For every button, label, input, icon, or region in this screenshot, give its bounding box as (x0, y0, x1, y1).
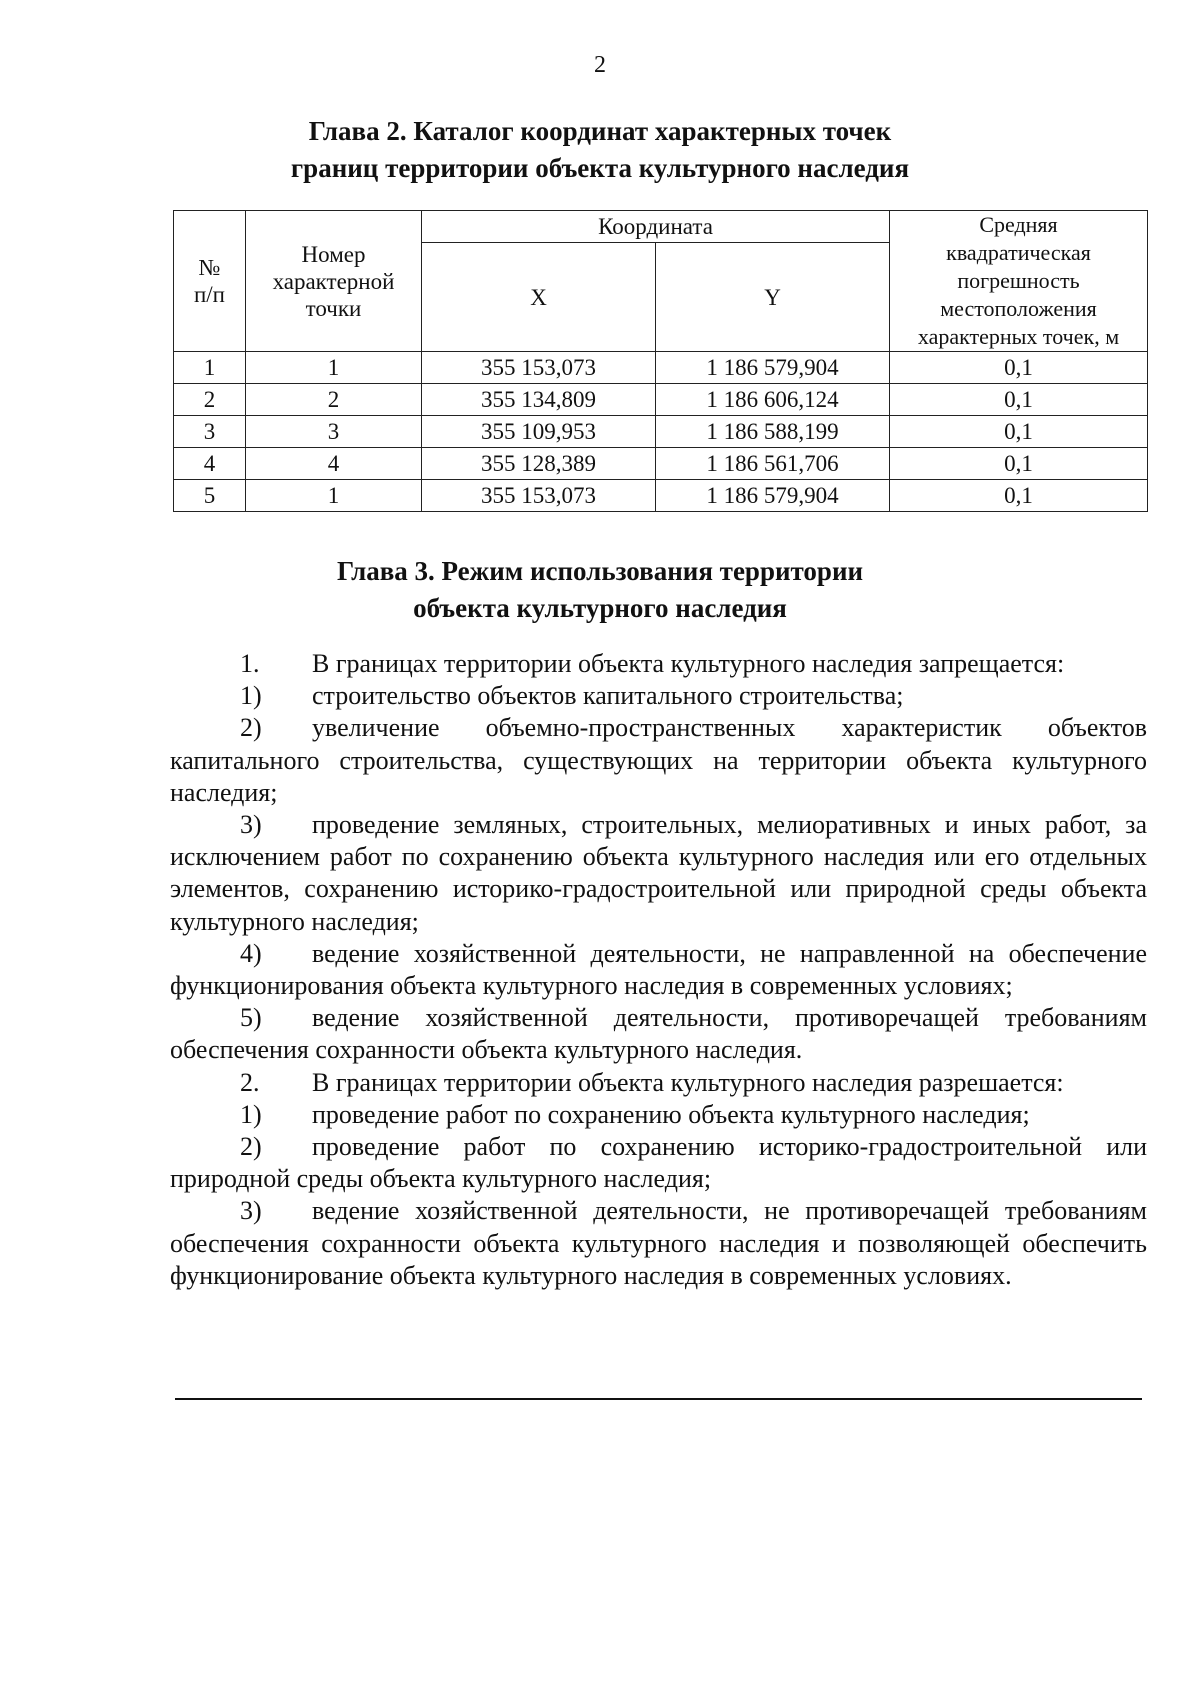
chapter-3-body (170, 648, 1147, 1292)
paragraph-text: проведение земляных, строительных, мелиоративных и иных работ, за исключением работ по сохранению объекта культурного наследия или его отдельных элементов, сохранению историко-градостроительной или природной среды объекта культурного наследия; (170, 810, 1147, 936)
paragraph-text: увеличение объемно-пространственных характеристик объектов капитального строительства, существующих на территории объекта культурного наследия; (170, 713, 1147, 807)
table-row (174, 416, 1148, 448)
paragraph-number: 1. (240, 649, 260, 678)
paragraph-number: 1) (240, 1099, 262, 1129)
chapter-2-title (0, 113, 1200, 187)
cell-y: 1 186 579,904 (656, 352, 890, 384)
header-text: п/п (193, 282, 225, 307)
header-text: точки (305, 295, 362, 321)
cell-x: 355 153,073 (422, 480, 656, 512)
table-row (174, 448, 1148, 480)
paragraph-text: проведение работ по сохранению объекта культурного наследия; (312, 1099, 1030, 1129)
cell-point-number: 1 (246, 352, 422, 384)
header-text: Средняя (979, 212, 1058, 237)
paragraph-text: В границах территории объекта культурного наследия запрещается: (312, 649, 1065, 678)
cell-row-number: 1 (174, 352, 246, 384)
chapter-3-title-line: объекта культурного наследия (413, 593, 787, 623)
paragraph (170, 1002, 1147, 1066)
coordinates-table (173, 210, 1148, 512)
header-y: Y (656, 243, 890, 352)
cell-y: 1 186 561,706 (656, 448, 890, 480)
paragraph (170, 809, 1147, 938)
header-text: Номер (301, 241, 366, 267)
paragraph-number: 2. (240, 1067, 260, 1097)
cell-error: 0,1 (890, 480, 1148, 512)
header-text: погрешность (957, 268, 1080, 293)
paragraph-number: 1) (240, 681, 262, 711)
cell-x: 355 128,389 (422, 448, 656, 480)
paragraph (170, 1195, 1147, 1292)
page-number: 2 (594, 52, 606, 78)
cell-point-number: 1 (246, 480, 422, 512)
chapter-2-title-line: границ территории объекта культурного наследия (290, 153, 910, 183)
header-row-number (174, 211, 246, 352)
paragraph (170, 712, 1147, 809)
cell-row-number: 3 (174, 416, 246, 448)
cell-y: 1 186 579,904 (656, 480, 890, 512)
paragraph-number: 3) (240, 1196, 262, 1226)
cell-row-number: 4 (174, 448, 246, 480)
paragraph (170, 938, 1147, 1002)
header-mean-error (890, 211, 1148, 352)
paragraph-text: строительство объектов капитального строительства; (312, 681, 904, 711)
header-coordinate: Координата (422, 211, 890, 243)
chapter-3-title (0, 553, 1200, 627)
cell-x: 355 153,073 (422, 352, 656, 384)
chapter-3-title-line: Глава 3. Режим использования территории (336, 556, 864, 586)
cell-row-number: 2 (174, 384, 246, 416)
cell-y: 1 186 606,124 (656, 384, 890, 416)
closing-rule (175, 1398, 1142, 1400)
paragraph-text: ведение хозяйственной деятельности, не направленной на обеспечение функционирования объекта культурного наследия в современных условиях; (170, 938, 1147, 1001)
header-text: № (198, 255, 221, 280)
header-text: характерной (272, 268, 395, 294)
table-row (174, 384, 1148, 416)
cell-error: 0,1 (890, 384, 1148, 416)
paragraph-text: ведение хозяйственной деятельности, не противоречащей требованиям обеспечения сохранности объекта культурного наследия и позволяющей обеспечить функционирование объекта культурного наследия в современных условиях. (170, 1196, 1147, 1290)
header-text: местоположения (940, 296, 1097, 321)
cell-y: 1 186 588,199 (656, 416, 890, 448)
paragraph-number: 2) (240, 713, 262, 743)
paragraph-text: ведение хозяйственной деятельности, противоречащей требованиям обеспечения сохранности объекта культурного наследия. (170, 1003, 1147, 1065)
table-row (174, 352, 1148, 384)
paragraph (170, 1099, 1147, 1131)
paragraph (170, 680, 1147, 712)
cell-x: 355 134,809 (422, 384, 656, 416)
paragraph (170, 648, 1147, 680)
paragraph-number: 5) (240, 1003, 262, 1033)
cell-row-number: 5 (174, 480, 246, 512)
cell-error: 0,1 (890, 416, 1148, 448)
cell-point-number: 4 (246, 448, 422, 480)
header-text: квадратическая (946, 240, 1091, 265)
paragraph (170, 1131, 1147, 1195)
cell-error: 0,1 (890, 448, 1148, 480)
paragraph-text: В границах территории объекта культурного наследия разрешается: (312, 1067, 1064, 1097)
cell-point-number: 2 (246, 384, 422, 416)
chapter-2-title-line: Глава 2. Каталог координат характерных точек (308, 116, 892, 146)
cell-point-number: 3 (246, 416, 422, 448)
header-x: X (422, 243, 656, 352)
paragraph-number: 4) (240, 938, 262, 968)
cell-x: 355 109,953 (422, 416, 656, 448)
cell-error: 0,1 (890, 352, 1148, 384)
header-text: характерных точек, м (917, 324, 1120, 349)
table-row (174, 480, 1148, 512)
paragraph-number: 2) (240, 1132, 262, 1162)
header-point-number (246, 211, 422, 352)
paragraph-text: проведение работ по сохранению историко-градостроительной или природной среды объекта культурного наследия; (170, 1132, 1147, 1194)
paragraph (170, 1067, 1147, 1099)
paragraph-number: 3) (240, 810, 262, 840)
